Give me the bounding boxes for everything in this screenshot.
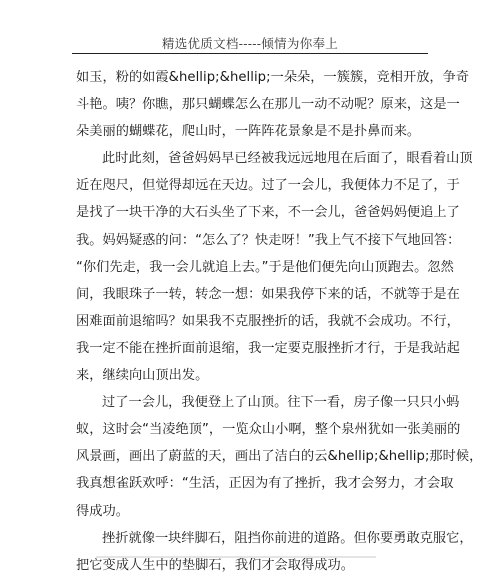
text-line: 过了一会儿，我便登上了山顶。往下一看，房子像一只只小蚂 xyxy=(102,395,460,411)
text-line: 间，我眼珠子一转，转念一想：如果我停下来的话，不就等于是在 xyxy=(76,286,460,302)
text-line: 困难面前退缩吗？如果我不克服挫折的话，我就不会成功。不行， xyxy=(76,313,460,329)
text-line: 如玉，粉的如霞&hellip;&hellip;一朵朵，一簇簇，竞相开放，争奇 xyxy=(76,70,470,85)
header-divider xyxy=(72,53,428,54)
text-line: 挫折就像一块绊脚石，阻挡你前进的道路。但你要勇敢克服它， xyxy=(102,530,473,546)
text-line: 把它变成人生中的垫脚石，我们才会取得成功。 xyxy=(76,557,354,573)
text-line: 得成功。 xyxy=(76,503,129,519)
faint-footer-text xyxy=(96,553,376,561)
text-line: 此时此刻，爸爸妈妈早已经被我远远地甩在后面了，眼看着山顶 xyxy=(102,151,473,167)
text-line: 风景画，画出了蔚蓝的天，画出了洁白的云&hellip;&hellip;那时候， xyxy=(76,449,483,465)
text-line: “你们先走，我一会儿就追上去。”于是他们便先向山顶跑去。忽然 xyxy=(76,259,454,275)
text-line: 我一定不能在挫折面前退缩，我一定要克服挫折才行，于是我站起 xyxy=(76,340,460,356)
text-line: 我。妈妈疑惑的问：“怎么了？快走呀！”我上气不接下气地回答： xyxy=(76,232,461,248)
text-line: 是找了一块干净的大石头坐了下来，不一会儿，爸爸妈妈便追上了 xyxy=(76,205,460,221)
text-line: 来，继续向山顶出发。 xyxy=(76,368,209,384)
text-line: 近在咫尺，但觉得却远在天边。过了一会儿，我便体力不足了，于 xyxy=(76,178,460,194)
document-body xyxy=(76,64,483,579)
text-line: 蚁，这时会“当凌绝顶”，一览众山小啊，整个泉州犹如一张美丽的 xyxy=(76,422,461,438)
page-header-title: 精选优质文档-----倾情为你奉上 xyxy=(161,36,339,51)
text-line: 朵美丽的蝴蝶花，爬山时，一阵阵花景象是不是扑鼻而来。 xyxy=(76,124,421,140)
text-line: 斗艳。咦？你瞧，那只蝴蝶怎么在那儿一动不动呢？原来，这是一 xyxy=(76,97,460,113)
text-line: 我真想雀跃欢呼：“生活，正因为有了挫折，我才会努力，才会取 xyxy=(76,476,454,492)
